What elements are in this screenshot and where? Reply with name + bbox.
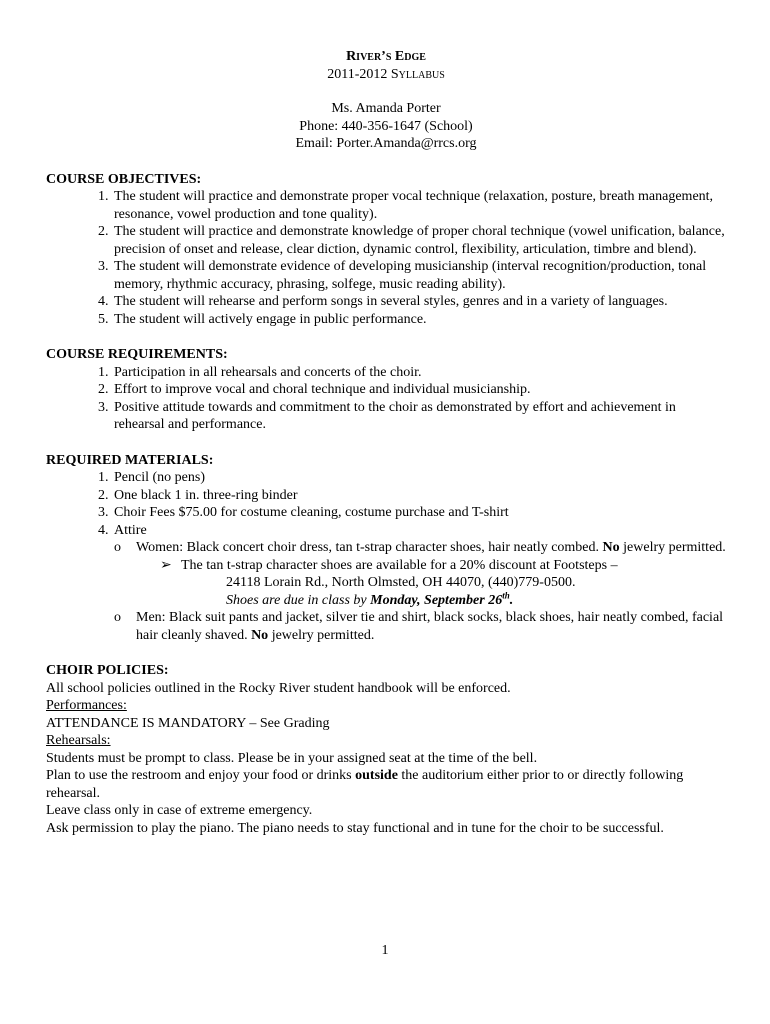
teacher-email: Email: Porter.Amanda@rrcs.org: [295, 136, 477, 151]
page-number: 1: [381, 943, 389, 958]
policies-heading: CHOIR POLICIES:: [46, 663, 169, 678]
list-item: 2. The student will practice and demonstrate knowledge of proper choral technique (vowel unification, balance, precision of onset and release, clear diction, dynamic control, flexibility, articulation, timbre and blend).: [112, 223, 726, 258]
list-item: 3. Positive attitude towards and commitment to the choir as demonstrated by effort and achievement in rehearsal and performance.: [112, 399, 726, 434]
list-item: 1. Participation in all rehearsals and concerts of the choir.: [112, 364, 726, 382]
arrow-bullet-icon: ➢: [160, 557, 172, 573]
list-item: 4. Attire: [112, 522, 726, 540]
rehearsals-label: Rehearsals:: [46, 733, 111, 748]
list-item: 5. The student will actively engage in public performance.: [112, 311, 726, 329]
policies-intro: All school policies outlined in the Rocky River student handbook will be enforced.: [46, 680, 511, 696]
shoes-note: ➢ The tan t-strap character shoes are available for a 20% discount at Footsteps –: [160, 557, 618, 573]
list-item: 3. The student will demonstrate evidence of developing musicianship (interval recognition/production, tonal memory, rhythmic accuracy, phrasing, solfege, music reading ability).: [112, 258, 726, 293]
syllabus-page: [46, 48, 726, 837]
shoes-address: 24118 Lorain Rd., North Olmsted, OH 44070, (440)779-0500.: [226, 575, 576, 590]
leave-note: Leave class only in case of extreme emergency.: [46, 803, 313, 818]
restroom-note: Plan to use the restroom and enjoy your food or drinks outside the auditorium either prior to or directly following rehearsal.: [46, 768, 684, 801]
attire-list: [46, 539, 726, 644]
list-item: 1. Pencil (no pens): [112, 469, 726, 487]
document-subtitle: 2011-2012 Syllabus: [327, 66, 445, 82]
materials-list: [46, 469, 726, 539]
attire-women: o Women: Black concert choir dress, tan t-strap character shoes, hair neatly combed. No jewelry permitted. ➢ The tan t-strap character shoes are available for a 20% discount at Footsteps – 24118 Lorain Rd., North Olmsted, OH 44070, (440)779-0500. Shoes are due in class by Monday, September 26th.: [114, 539, 726, 609]
list-item: 2. Effort to improve vocal and choral technique and individual musicianship.: [112, 381, 726, 399]
list-item: 2. One black 1 in. three-ring binder: [112, 487, 726, 505]
list-item: 3. Choir Fees $75.00 for costume cleaning, costume purchase and T-shirt: [112, 504, 726, 522]
list-item: 1. The student will practice and demonstrate proper vocal technique (relaxation, posture, breath management, resonance, vowel production and tone quality).: [112, 188, 726, 223]
objectives-list: [46, 188, 726, 328]
teacher-phone: Phone: 440-356-1647 (School): [299, 118, 473, 134]
attire-men: o Men: Black suit pants and jacket, silver tie and shirt, black socks, black shoes, hair neatly combed, facial hair cleanly shaved. No jewelry permitted.: [114, 609, 726, 644]
piano-note: Ask permission to play the piano. The piano needs to stay functional and in tune for the choir to be successful.: [46, 820, 664, 836]
requirements-heading: COURSE REQUIREMENTS:: [46, 347, 228, 362]
teacher-name: Ms. Amanda Porter: [331, 101, 441, 116]
attendance-note: ATTENDANCE IS MANDATORY – See Grading: [46, 715, 330, 731]
performances-label: Performances:: [46, 698, 127, 713]
materials-heading: REQUIRED MATERIALS:: [46, 452, 214, 468]
requirements-list: [46, 364, 726, 434]
shoes-due: Shoes are due in class by Monday, September 26th.: [226, 589, 514, 608]
prompt-note: Students must be prompt to class. Please be in your assigned seat at the time of the bell.: [46, 750, 538, 766]
objectives-heading: COURSE OBJECTIVES:: [46, 171, 202, 187]
document-title: River’s Edge: [346, 49, 426, 64]
list-item: 4. The student will rehearse and perform songs in several styles, genres and in a variety of languages.: [112, 293, 726, 311]
